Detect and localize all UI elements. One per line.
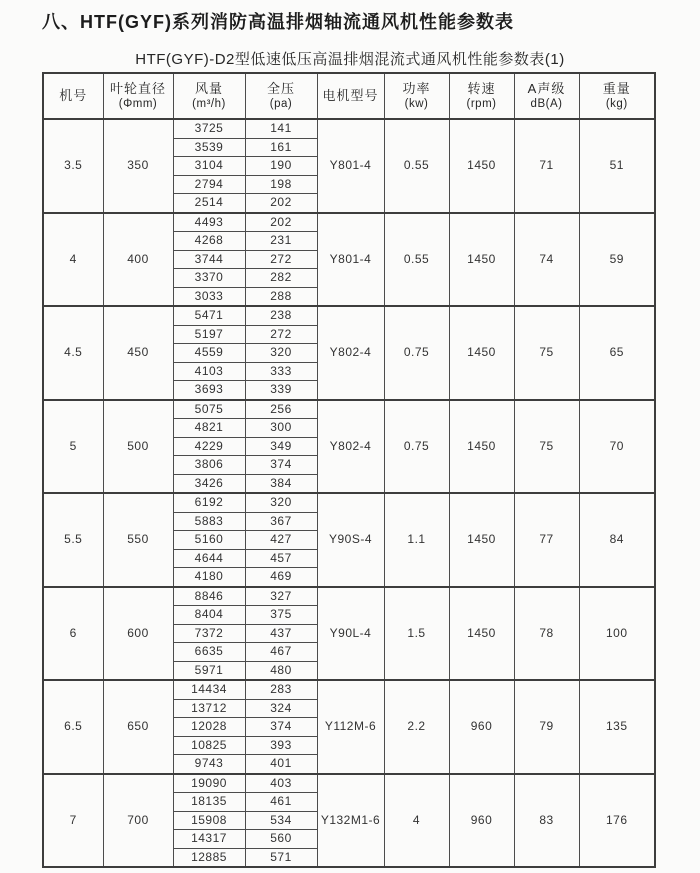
flow-cell: 5160 (173, 531, 245, 550)
pressure-cell: 256 (245, 400, 317, 419)
table-row (43, 400, 655, 419)
speed-cell: 1450 (449, 400, 514, 494)
header-label: 功率 (402, 81, 431, 96)
flow-cell: 8404 (173, 606, 245, 625)
noise-cell: 77 (514, 493, 579, 587)
motor-cell: Y132M1-6 (317, 774, 384, 868)
pressure-cell: 231 (245, 232, 317, 251)
table-subtitle: HTF(GYF)-D2型低速低压高温排烟混流式通风机性能参数表(1) (135, 51, 565, 68)
power-cell: 2.2 (384, 680, 449, 774)
flow-cell: 4644 (173, 549, 245, 568)
pressure-cell: 461 (245, 793, 317, 812)
power-cell: 1.1 (384, 493, 449, 587)
column-header-5 (384, 73, 449, 119)
header-unit: (kg) (605, 98, 628, 110)
column-header-8 (579, 73, 655, 119)
flow-cell: 3806 (173, 456, 245, 475)
table-row (43, 680, 655, 699)
header-row (43, 73, 655, 119)
model-cell: 4 (43, 213, 103, 307)
flow-cell: 3033 (173, 287, 245, 306)
pressure-cell: 480 (245, 661, 317, 680)
speed-cell: 960 (449, 774, 514, 868)
table-row (43, 306, 655, 325)
power-cell: 4 (384, 774, 449, 868)
column-header-0 (43, 73, 103, 119)
pressure-cell: 393 (245, 736, 317, 755)
diameter-cell: 600 (103, 587, 173, 681)
pressure-cell: 202 (245, 194, 317, 213)
flow-cell: 2514 (173, 194, 245, 213)
column-header-1 (103, 73, 173, 119)
header-unit: dB(A) (530, 98, 563, 110)
flow-cell: 3539 (173, 138, 245, 157)
motor-cell: Y112M-6 (317, 680, 384, 774)
power-cell: 0.55 (384, 213, 449, 307)
power-cell: 0.75 (384, 400, 449, 494)
noise-cell: 79 (514, 680, 579, 774)
header-unit: (kw) (404, 98, 429, 110)
pressure-cell: 374 (245, 456, 317, 475)
weight-cell: 59 (579, 213, 655, 307)
flow-cell: 9743 (173, 755, 245, 774)
flow-cell: 5471 (173, 306, 245, 325)
flow-cell: 4559 (173, 344, 245, 363)
pressure-cell: 141 (245, 119, 317, 138)
pressure-cell: 202 (245, 213, 317, 232)
pressure-cell: 467 (245, 643, 317, 662)
diameter-cell: 650 (103, 680, 173, 774)
pressure-cell: 374 (245, 718, 317, 737)
motor-cell: Y802-4 (317, 400, 384, 494)
model-cell: 6.5 (43, 680, 103, 774)
header-label: 风量 (194, 81, 223, 96)
header-label: 重量 (602, 81, 631, 96)
flow-cell: 5971 (173, 661, 245, 680)
flow-cell: 3426 (173, 474, 245, 493)
diameter-cell: 400 (103, 213, 173, 307)
flow-cell: 3370 (173, 269, 245, 288)
diameter-cell: 450 (103, 306, 173, 400)
model-cell: 5.5 (43, 493, 103, 587)
flow-cell: 3725 (173, 119, 245, 138)
pressure-cell: 320 (245, 344, 317, 363)
pressure-cell: 288 (245, 287, 317, 306)
pressure-cell: 403 (245, 774, 317, 793)
flow-cell: 4268 (173, 232, 245, 251)
motor-cell: Y801-4 (317, 213, 384, 307)
flow-cell: 6635 (173, 643, 245, 662)
motor-cell: Y802-4 (317, 306, 384, 400)
pressure-cell: 534 (245, 811, 317, 830)
pressure-cell: 272 (245, 250, 317, 269)
flow-cell: 2794 (173, 175, 245, 194)
weight-cell: 65 (579, 306, 655, 400)
pressure-cell: 427 (245, 531, 317, 550)
header-unit: (rpm) (466, 98, 497, 110)
flow-cell: 4229 (173, 437, 245, 456)
table-header (43, 73, 655, 119)
speed-cell: 1450 (449, 119, 514, 213)
pressure-cell: 324 (245, 699, 317, 718)
table-row (43, 213, 655, 232)
pressure-cell: 401 (245, 755, 317, 774)
flow-cell: 12885 (173, 848, 245, 867)
flow-cell: 3744 (173, 250, 245, 269)
noise-cell: 83 (514, 774, 579, 868)
noise-cell: 71 (514, 119, 579, 213)
pressure-cell: 457 (245, 549, 317, 568)
column-header-3 (245, 73, 317, 119)
pressure-cell: 469 (245, 568, 317, 587)
speed-cell: 960 (449, 680, 514, 774)
flow-cell: 7372 (173, 624, 245, 643)
flow-cell: 4103 (173, 362, 245, 381)
header-unit: (pa) (269, 98, 293, 110)
diameter-cell: 500 (103, 400, 173, 494)
speed-cell: 1450 (449, 493, 514, 587)
model-cell: 5 (43, 400, 103, 494)
page-title: 八、HTF(GYF)系列消防高温排烟轴流通风机性能参数表 (42, 12, 514, 32)
column-header-6 (449, 73, 514, 119)
pressure-cell: 333 (245, 362, 317, 381)
motor-cell: Y801-4 (317, 119, 384, 213)
weight-cell: 100 (579, 587, 655, 681)
header-label: 机号 (59, 88, 88, 103)
weight-cell: 84 (579, 493, 655, 587)
pressure-cell: 560 (245, 830, 317, 849)
pressure-cell: 320 (245, 493, 317, 512)
pressure-cell: 339 (245, 381, 317, 400)
flow-cell: 8846 (173, 587, 245, 606)
flow-cell: 19090 (173, 774, 245, 793)
flow-cell: 3104 (173, 157, 245, 176)
motor-cell: Y90S-4 (317, 493, 384, 587)
column-header-2 (173, 73, 245, 119)
weight-cell: 70 (579, 400, 655, 494)
diameter-cell: 550 (103, 493, 173, 587)
noise-cell: 75 (514, 306, 579, 400)
header-label: 转速 (467, 81, 496, 96)
flow-cell: 5197 (173, 325, 245, 344)
pressure-cell: 437 (245, 624, 317, 643)
flow-cell: 5075 (173, 400, 245, 419)
speed-cell: 1450 (449, 587, 514, 681)
model-cell: 4.5 (43, 306, 103, 400)
header-label: 叶轮直径 (109, 81, 166, 96)
model-cell: 3.5 (43, 119, 103, 213)
pressure-cell: 198 (245, 175, 317, 194)
table-row (43, 774, 655, 793)
fan-performance-table (42, 72, 656, 868)
flow-cell: 4493 (173, 213, 245, 232)
table-row (43, 493, 655, 512)
diameter-cell: 700 (103, 774, 173, 868)
pressure-cell: 272 (245, 325, 317, 344)
column-header-7 (514, 73, 579, 119)
flow-cell: 4821 (173, 419, 245, 438)
weight-cell: 135 (579, 680, 655, 774)
diameter-cell: 350 (103, 119, 173, 213)
flow-cell: 15908 (173, 811, 245, 830)
speed-cell: 1450 (449, 306, 514, 400)
table-body (43, 119, 655, 867)
flow-cell: 5883 (173, 512, 245, 531)
power-cell: 0.75 (384, 306, 449, 400)
flow-cell: 4180 (173, 568, 245, 587)
pressure-cell: 283 (245, 680, 317, 699)
column-header-4 (317, 73, 384, 119)
pressure-cell: 375 (245, 606, 317, 625)
header-label: A声级 (527, 81, 566, 96)
noise-cell: 75 (514, 400, 579, 494)
pressure-cell: 571 (245, 848, 317, 867)
power-cell: 0.55 (384, 119, 449, 213)
pressure-cell: 238 (245, 306, 317, 325)
pressure-cell: 384 (245, 474, 317, 493)
pressure-cell: 300 (245, 419, 317, 438)
motor-cell: Y90L-4 (317, 587, 384, 681)
model-cell: 6 (43, 587, 103, 681)
flow-cell: 18135 (173, 793, 245, 812)
pressure-cell: 190 (245, 157, 317, 176)
pressure-cell: 161 (245, 138, 317, 157)
flow-cell: 14434 (173, 680, 245, 699)
weight-cell: 176 (579, 774, 655, 868)
pressure-cell: 282 (245, 269, 317, 288)
pressure-cell: 327 (245, 587, 317, 606)
pressure-cell: 367 (245, 512, 317, 531)
flow-cell: 14317 (173, 830, 245, 849)
power-cell: 1.5 (384, 587, 449, 681)
flow-cell: 6192 (173, 493, 245, 512)
noise-cell: 74 (514, 213, 579, 307)
flow-cell: 13712 (173, 699, 245, 718)
header-label: 全压 (266, 81, 295, 96)
flow-cell: 12028 (173, 718, 245, 737)
noise-cell: 78 (514, 587, 579, 681)
flow-cell: 3693 (173, 381, 245, 400)
header-unit: (Φmm) (118, 98, 158, 110)
flow-cell: 10825 (173, 736, 245, 755)
weight-cell: 51 (579, 119, 655, 213)
table-row (43, 587, 655, 606)
table-row (43, 119, 655, 138)
header-label: 电机型号 (322, 88, 379, 103)
model-cell: 7 (43, 774, 103, 868)
speed-cell: 1450 (449, 213, 514, 307)
pressure-cell: 349 (245, 437, 317, 456)
header-unit: (m³/h) (192, 98, 226, 110)
